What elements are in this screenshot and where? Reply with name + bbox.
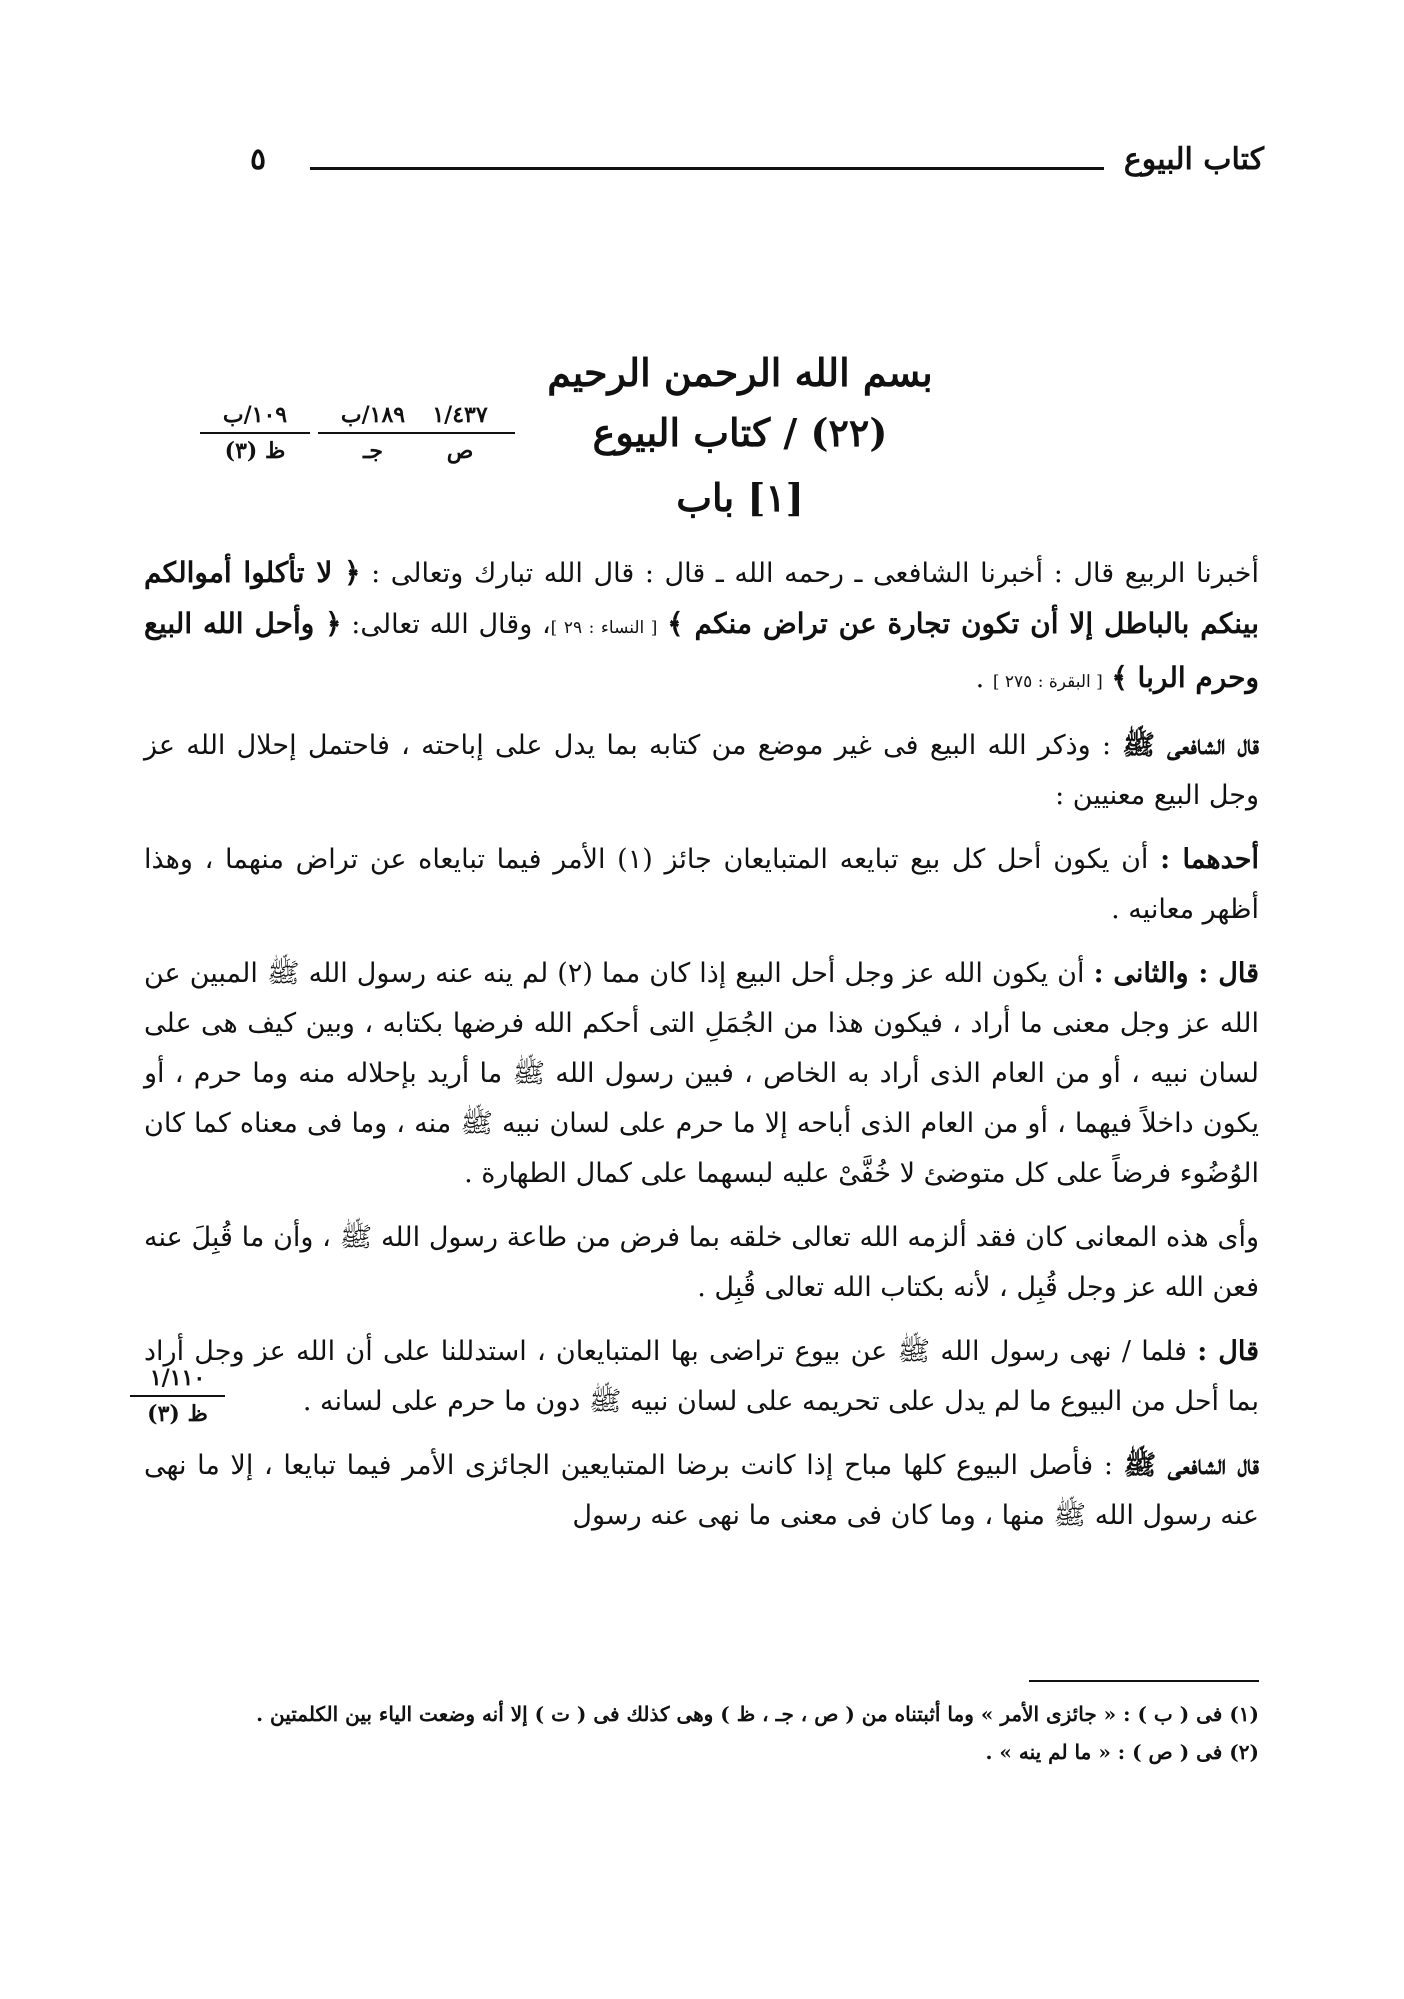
manuscript-ref bbox=[318, 402, 428, 464]
footnote-rule bbox=[1029, 1680, 1259, 1682]
paragraph-text: أخبرنا الربيع قال : أخبرنا الشافعى ـ رحمه الله ـ قال : قال الله تبارك وتعالى : bbox=[371, 558, 1259, 589]
paragraph-text: : وذكر الله البيع فى غير موضع من كتابه بما يدل على إباحته ، فاحتمل إحلال الله عز وجل البيع معنيين : bbox=[144, 730, 1259, 811]
basmala-heading: بسم الله الرحمن الرحيم bbox=[547, 350, 933, 395]
paragraph-lead: قال : والثانى : bbox=[1093, 958, 1260, 989]
verse-citation: [ البقرة : ٢٧٥ ] bbox=[992, 672, 1103, 692]
quran-verse: ﴿ لا تأكلوا أموالكم بينكم بالباطل إلا أن تكون تجارة عن تراض منكم ﴾ bbox=[144, 556, 1259, 640]
footnotes bbox=[144, 1695, 1259, 1771]
manuscript-ref-siglum: جـ bbox=[362, 438, 384, 464]
manuscript-ref-number: ١/١١٠ bbox=[130, 1365, 225, 1397]
manuscript-ref-number: ١٨٩/ب bbox=[318, 402, 428, 434]
paragraph-text: : فأصل البيوع كلها مباح إذا كانت برضا المتبايعين الجائزى الأمر فيما تبايعا ، إلا ما نهى عنه رسول الله ﷺ منها ، وما كان فى معنى ما نهى عنه رسول bbox=[144, 1450, 1259, 1531]
paragraph-text: فلما / نهى رسول الله ﷺ عن بيوع تراضى بها المتبايعان ، استدللنا على أن الله عز وجل أراد بما أحل من البيوع ما لم يدل على تحريمه على لسان نبيه ﷺ دون ما حرم على لسانه . bbox=[144, 1336, 1259, 1417]
body-text bbox=[144, 548, 1259, 1555]
manuscript-ref bbox=[200, 402, 310, 464]
footnote: (٢) فى ( ص ) : « ما لم ينه » . bbox=[985, 1740, 1259, 1764]
manuscript-ref-number: ١٠٩/ب bbox=[200, 402, 310, 434]
running-header-title: كتاب البيوع bbox=[1123, 142, 1264, 177]
paragraph bbox=[144, 1441, 1259, 1541]
paragraph-lead: قال الشافعى ﷺ bbox=[1123, 1450, 1259, 1481]
paragraph-lead: أحدهما : bbox=[1160, 844, 1259, 875]
paragraph bbox=[144, 949, 1259, 1199]
running-header bbox=[250, 140, 1264, 190]
header-rule bbox=[310, 167, 1104, 170]
page-number: ٥ bbox=[250, 142, 267, 177]
paragraph-text: أن يكون أحل كل بيع تبايعه المتبايعان جائز (١) الأمر فيما تبايعاه عن تراض منهما ، وهذا أظهر معانيه . bbox=[144, 844, 1259, 925]
manuscript-ref-siglum: ظ (٣) bbox=[224, 438, 286, 464]
paragraph-text: . bbox=[975, 663, 985, 694]
book-title: (٢٢) / كتاب البيوع bbox=[592, 410, 888, 455]
footnote: (١) فى ( ب ) : « جائزى الأمر » وما أثبتناه من ( ص ، جـ ، ظ ) وهى كذلك فى ( ت ) إلا أنه وضعت الياء بين الكلمتين . bbox=[256, 1702, 1259, 1726]
paragraph-text: وأى هذه المعانى كان فقد ألزمه الله تعالى خلقه بما فرض من طاعة رسول الله ﷺ ، وأن ما قُبِلَ عنه فعن الله عز وجل قُبِل ، لأنه بكتاب الله تعالى قُبِل . bbox=[144, 1222, 1259, 1303]
verse-citation: [ النساء : ٢٩ ] bbox=[550, 618, 658, 638]
paragraph-text: ، وقال الله تعالى: bbox=[351, 609, 551, 640]
manuscript-ref-siglum: ظ (٣) bbox=[147, 1401, 208, 1427]
paragraph bbox=[144, 548, 1259, 707]
paragraph-lead: قال الشافعى ﷺ bbox=[1122, 730, 1259, 761]
manuscript-ref-siglum: ص bbox=[446, 438, 474, 464]
paragraph bbox=[144, 1327, 1259, 1427]
paragraph-text: أن يكون الله عز وجل أحل البيع إذا كان مما (٢) لم ينه عنه رسول الله ﷺ المبين عن الله عز وجل معنى ما أراد ، فيكون هذا من الجُمَلِ التى أحكم الله فرضها بكتابه ، وبين كيف هى على لسان نبيه ، أو من العام الذى أراد به الخاص ، فبين رسول الله ﷺ ما أريد بإحلاله منه وما حرم ، أو يكون داخلاً فيهما ، أو من العام الذى أباحه إلا ما حرم على لسان نبيه ﷺ منه ، وما فى معناه كما كان الوُضُوء فرضاً على كل متوضئ لا خُفَّىْ عليه لبسهما على كمال الطهارة . bbox=[144, 958, 1259, 1189]
paragraph bbox=[144, 835, 1259, 935]
chapter-heading: [١] باب bbox=[676, 475, 804, 520]
paragraph bbox=[144, 721, 1259, 821]
manuscript-ref-number: ١/٤٣٧ bbox=[405, 402, 515, 434]
paragraph bbox=[144, 1213, 1259, 1313]
paragraph-lead: قال : bbox=[1197, 1336, 1259, 1367]
quran-verse: ﴿ وأحل الله البيع وحرم الربا ﴾ bbox=[144, 607, 1259, 694]
